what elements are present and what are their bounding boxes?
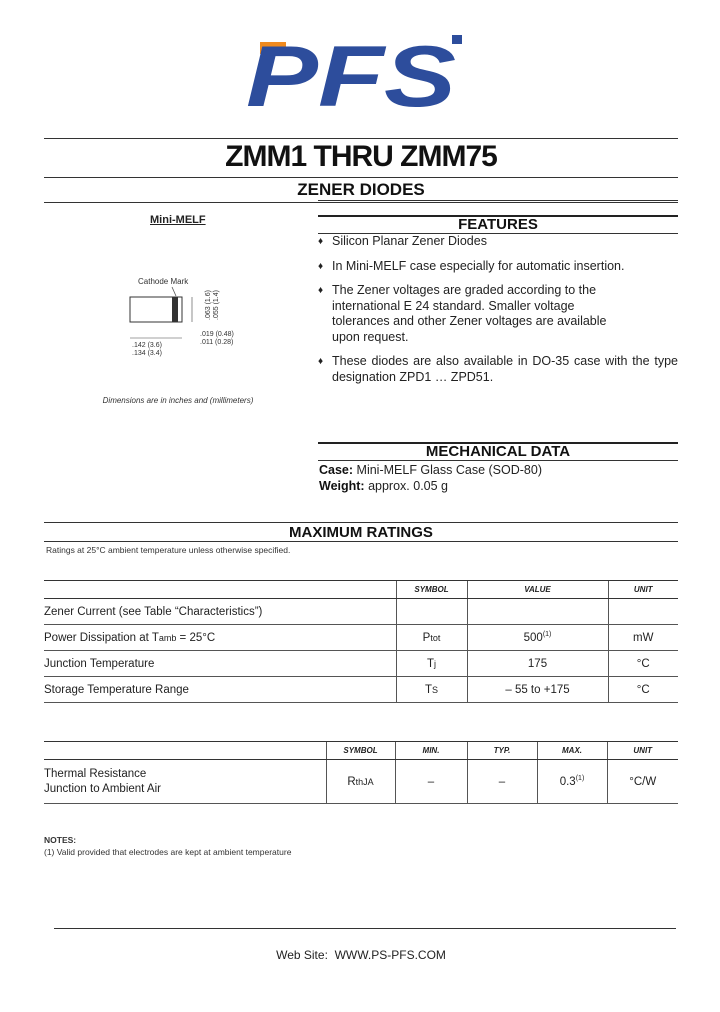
thermal-table <box>44 741 678 804</box>
ratings-heading: MAXIMUM RATINGS <box>289 524 433 541</box>
features-heading: FEATURES <box>458 216 538 233</box>
ratings-note: Ratings at 25°C ambient temperature unless otherwise specified. <box>46 545 291 555</box>
typ-header: TYP. <box>467 742 537 760</box>
table-header-row <box>44 742 678 760</box>
mechanical-heading: MECHANICAL DATA <box>425 443 571 460</box>
table-row: Power Dissipation at Tamb = 25°C Ptot 500$^{(1)}$ mW <box>44 625 678 651</box>
value-header: VALUE <box>467 581 608 599</box>
symbol-header: SYMBOL <box>396 581 467 599</box>
notes <box>44 834 291 858</box>
ratings-top-rule <box>44 522 678 523</box>
symbol-header: SYMBOL <box>326 742 395 760</box>
list-item: ♦ These diodes are also available in DO-35 case with the type designation ZPD1 … ZPD51. <box>318 354 678 384</box>
max-header: MAX. <box>537 742 607 760</box>
website-link[interactable]: WWW.PS-PFS.COM <box>334 948 446 962</box>
unit-header: UNIT <box>607 742 678 760</box>
title-bottom-rule <box>44 177 678 178</box>
pfs-logo <box>246 34 468 110</box>
bullet-icon: ♦ <box>318 236 324 247</box>
min-header: MIN. <box>395 742 467 760</box>
logo-text: PFS <box>246 34 456 110</box>
table-row: Zener Current (see Table “Characteristics”) <box>44 599 678 625</box>
list-item: ♦ In Mini-MELF case especially for automatic insertion. <box>318 258 625 273</box>
mechanical-data <box>319 462 542 494</box>
subtitle-bottom-rule <box>44 202 678 203</box>
list-item: ♦ The Zener voltages are graded according to the international E 24 standard. Smaller voltage tolerances and other Zener voltages are available upon request. <box>318 283 607 344</box>
dim-diameter-2: .055 (1.4) <box>213 290 220 320</box>
package-name: Mini-MELF <box>150 214 206 226</box>
package-outline-diagram <box>96 268 256 368</box>
dim-length: .142 (3.6) <box>132 342 162 349</box>
table-row: Storage Temperature Range TS – 55 to +175 °C <box>44 677 678 703</box>
dim-length-2: .134 (3.4) <box>132 350 162 357</box>
dim-lead: .019 (0.48) <box>200 331 234 338</box>
page-subtitle: ZENER DIODES <box>297 180 425 199</box>
weight-line: Weight: approx. 0.05 g <box>319 479 448 493</box>
dimensions-note: Dimensions are in inches and (millimeters) <box>102 396 254 405</box>
table-row: Thermal Resistance Junction to Ambient Air RthJA – – 0.3$^{(1)}$ °C/W <box>44 760 678 804</box>
case-line: Case: Mini-MELF Glass Case (SOD-80) <box>319 463 542 477</box>
title-top-rule <box>44 138 678 139</box>
dim-diameter: .063 (1.6) <box>205 290 212 320</box>
features-top-rule <box>318 200 678 201</box>
table-header-row <box>44 581 678 599</box>
website-line <box>44 948 678 962</box>
cathode-band <box>172 297 178 322</box>
list-item: ♦ Silicon Planar Zener Diodes <box>318 234 487 248</box>
notes-title: NOTES: <box>44 835 77 845</box>
footer-rule <box>54 928 676 929</box>
page-title: ZMM1 THRU ZMM75 <box>225 140 497 173</box>
website-label: Web Site: <box>276 948 328 962</box>
unit-header: UNIT <box>608 581 678 599</box>
bullet-icon: ♦ <box>318 285 324 296</box>
max-ratings-table <box>44 580 678 703</box>
features-list <box>318 234 678 394</box>
bullet-icon: ♦ <box>318 356 324 367</box>
dim-lead-2: .011 (0.28) <box>200 339 234 346</box>
cathode-label: Cathode Mark <box>138 277 189 286</box>
note-item: (1) Valid provided that electrodes are kept at ambient temperature <box>44 847 292 857</box>
ratings-heading-bottom-rule <box>44 541 678 542</box>
mechanical-heading-bottom-rule <box>318 460 678 461</box>
bullet-icon: ♦ <box>318 260 324 272</box>
table-row: Junction Temperature Tj 175 °C <box>44 651 678 677</box>
